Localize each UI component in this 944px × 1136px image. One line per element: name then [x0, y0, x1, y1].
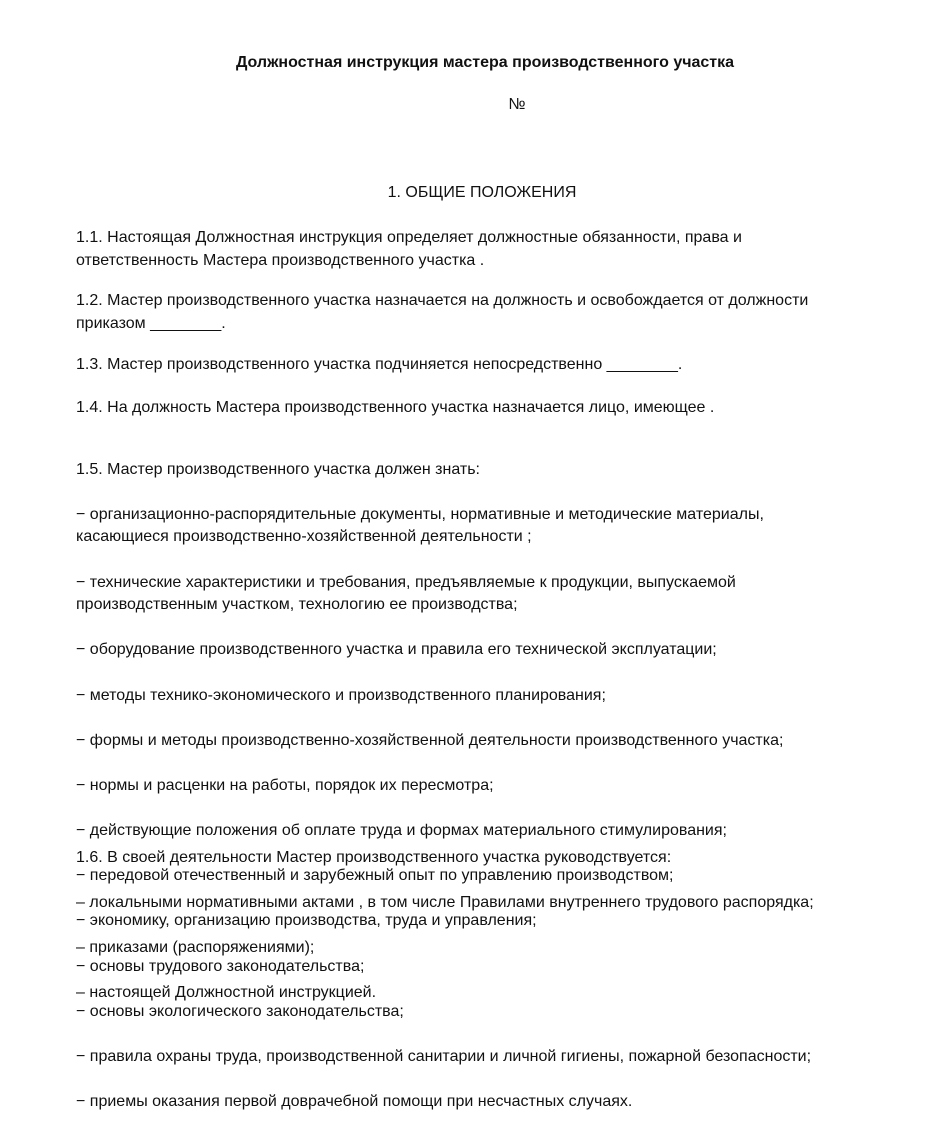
section-heading: 1. ОБЩИЕ ПОЛОЖЕНИЯ — [387, 184, 577, 201]
document-title: Должностная инструкция мастера производственного участка — [235, 54, 735, 71]
list-item: − нормы и расценки на работы, порядок их пересмотра; — [76, 776, 494, 794]
list-item: − экономику, организацию производства, труда и управления; — [76, 912, 537, 930]
list-item: – приказами (распоряжениями); — [76, 938, 315, 956]
document-number: № — [508, 96, 526, 113]
list-item: − оборудование производственного участка и правила его технической эксплуатации; — [76, 641, 717, 659]
clause-1-5 — [76, 436, 916, 1136]
list-item: − правила охраны труда, производственной санитарии и личной гигиены, пожарной безопасности; — [76, 1048, 812, 1066]
clause-1-6 — [76, 824, 916, 1027]
list-item: − организационно-распорядительные документы, нормативные и методические материалы, касающиеся производственно-хозяйственной деятельности ; — [76, 505, 764, 546]
list-item: − основы экологического законодательства; — [76, 1002, 404, 1020]
clause-1-3: 1.3. Мастер производственного участка подчиняется непосредственно ________. — [76, 356, 683, 373]
list-item: – локальными нормативными актами , в том числе Правилами внутреннего трудового распорядка; — [76, 893, 814, 911]
clause-1-2: 1.2. Мастер производственного участка назначается на должность и освобождается от должности приказом ________. — [76, 292, 809, 332]
list-item: − методы технико-экономического и производственного планирования; — [76, 686, 606, 704]
list-item: − формы и методы производственно-хозяйственной деятельности производственного участка; — [76, 731, 784, 749]
clause-1-4: 1.4. На должность Мастера производственного участка назначается лицо, имеющее . — [76, 399, 715, 416]
list-item: − передовой отечественный и зарубежный опыт по управлению производством; — [76, 867, 674, 885]
list-item: – настоящей Должностной инструкцией. — [76, 984, 377, 1002]
list-item: − технические характеристики и требования, предъявляемые к продукции, выпускаемой производственным участком, технологию ее производства; — [76, 573, 736, 614]
list-item: − основы трудового законодательства; — [76, 957, 365, 975]
list-item: − приемы оказания первой доврачебной помощи при несчастных случаях. — [76, 1093, 633, 1111]
list-item: − действующие положения об оплате труда и формах материального стимулирования; — [76, 822, 727, 840]
clause-1-6-intro: 1.6. В своей деятельности Мастер производственного участка руководствуется: — [76, 848, 672, 866]
clause-1-1: 1.1. Настоящая Должностная инструкция определяет должностные обязанности, права и ответственность Мастера производственного участка . — [76, 229, 742, 269]
clause-1-5-intro: 1.5. Мастер производственного участка должен знать: — [76, 460, 480, 478]
